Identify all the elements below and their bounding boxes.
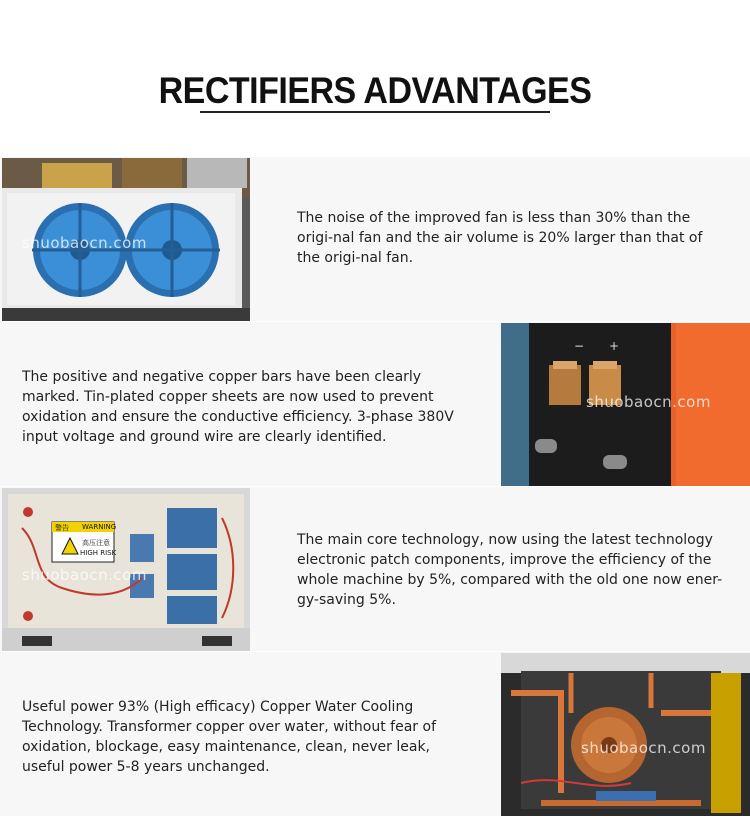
circuit-photo bbox=[2, 488, 250, 651]
feature-row-water-cooling bbox=[0, 652, 750, 816]
water-cooling-photo bbox=[501, 653, 750, 816]
feature-row-copper-bars bbox=[0, 322, 750, 486]
feature-text: Useful power 93% (High efficacy) Copper Water Cooling Technology. Transformer copper over water, without fear of oxidation, blockage, easy maintenance, clean, never leak, useful power 5-8 years unchanged. bbox=[22, 699, 436, 775]
warning-label-cn: 警告 bbox=[55, 524, 69, 532]
copper-bars-photo bbox=[501, 323, 750, 486]
watermark: shuobaocn.com bbox=[22, 566, 147, 584]
watermark: shuobaocn.com bbox=[22, 234, 147, 252]
feature-text: The main core technology, now using the latest technology electronic patch components, improve the efficiency of the whole machine by 5%, compared with the old one now ener-gy-saving 5%. bbox=[297, 532, 723, 608]
plus-label: + bbox=[609, 339, 620, 353]
feature-text: The positive and negative copper bars have been clearly marked. Tin-plated copper sheets are now used to prevent oxidation and ensure the conductive efficiency. 3-phase 380V input voltage and ground wire are clearly identified. bbox=[22, 369, 454, 445]
high-risk-label-cn: 高压注意 bbox=[82, 539, 110, 547]
feature-row-fan bbox=[0, 157, 750, 321]
warning-label-en: WARNING bbox=[82, 523, 117, 531]
high-risk-label-en: HIGH RISK bbox=[80, 549, 117, 557]
page-title-wrap bbox=[0, 72, 750, 111]
title-underline bbox=[200, 111, 550, 113]
watermark: shuobaocn.com bbox=[581, 739, 706, 757]
page-title: RECTIFIERS ADVANTAGES bbox=[158, 70, 592, 112]
minus-label: − bbox=[574, 339, 585, 353]
watermark: shuobaocn.com bbox=[586, 393, 711, 411]
feature-text: The noise of the improved fan is less than 30% than the origi-nal fan and the air volume is 20% larger than that of the origi-nal fan. bbox=[297, 210, 703, 266]
feature-row-circuit bbox=[0, 487, 750, 651]
fan-photo bbox=[2, 158, 250, 321]
